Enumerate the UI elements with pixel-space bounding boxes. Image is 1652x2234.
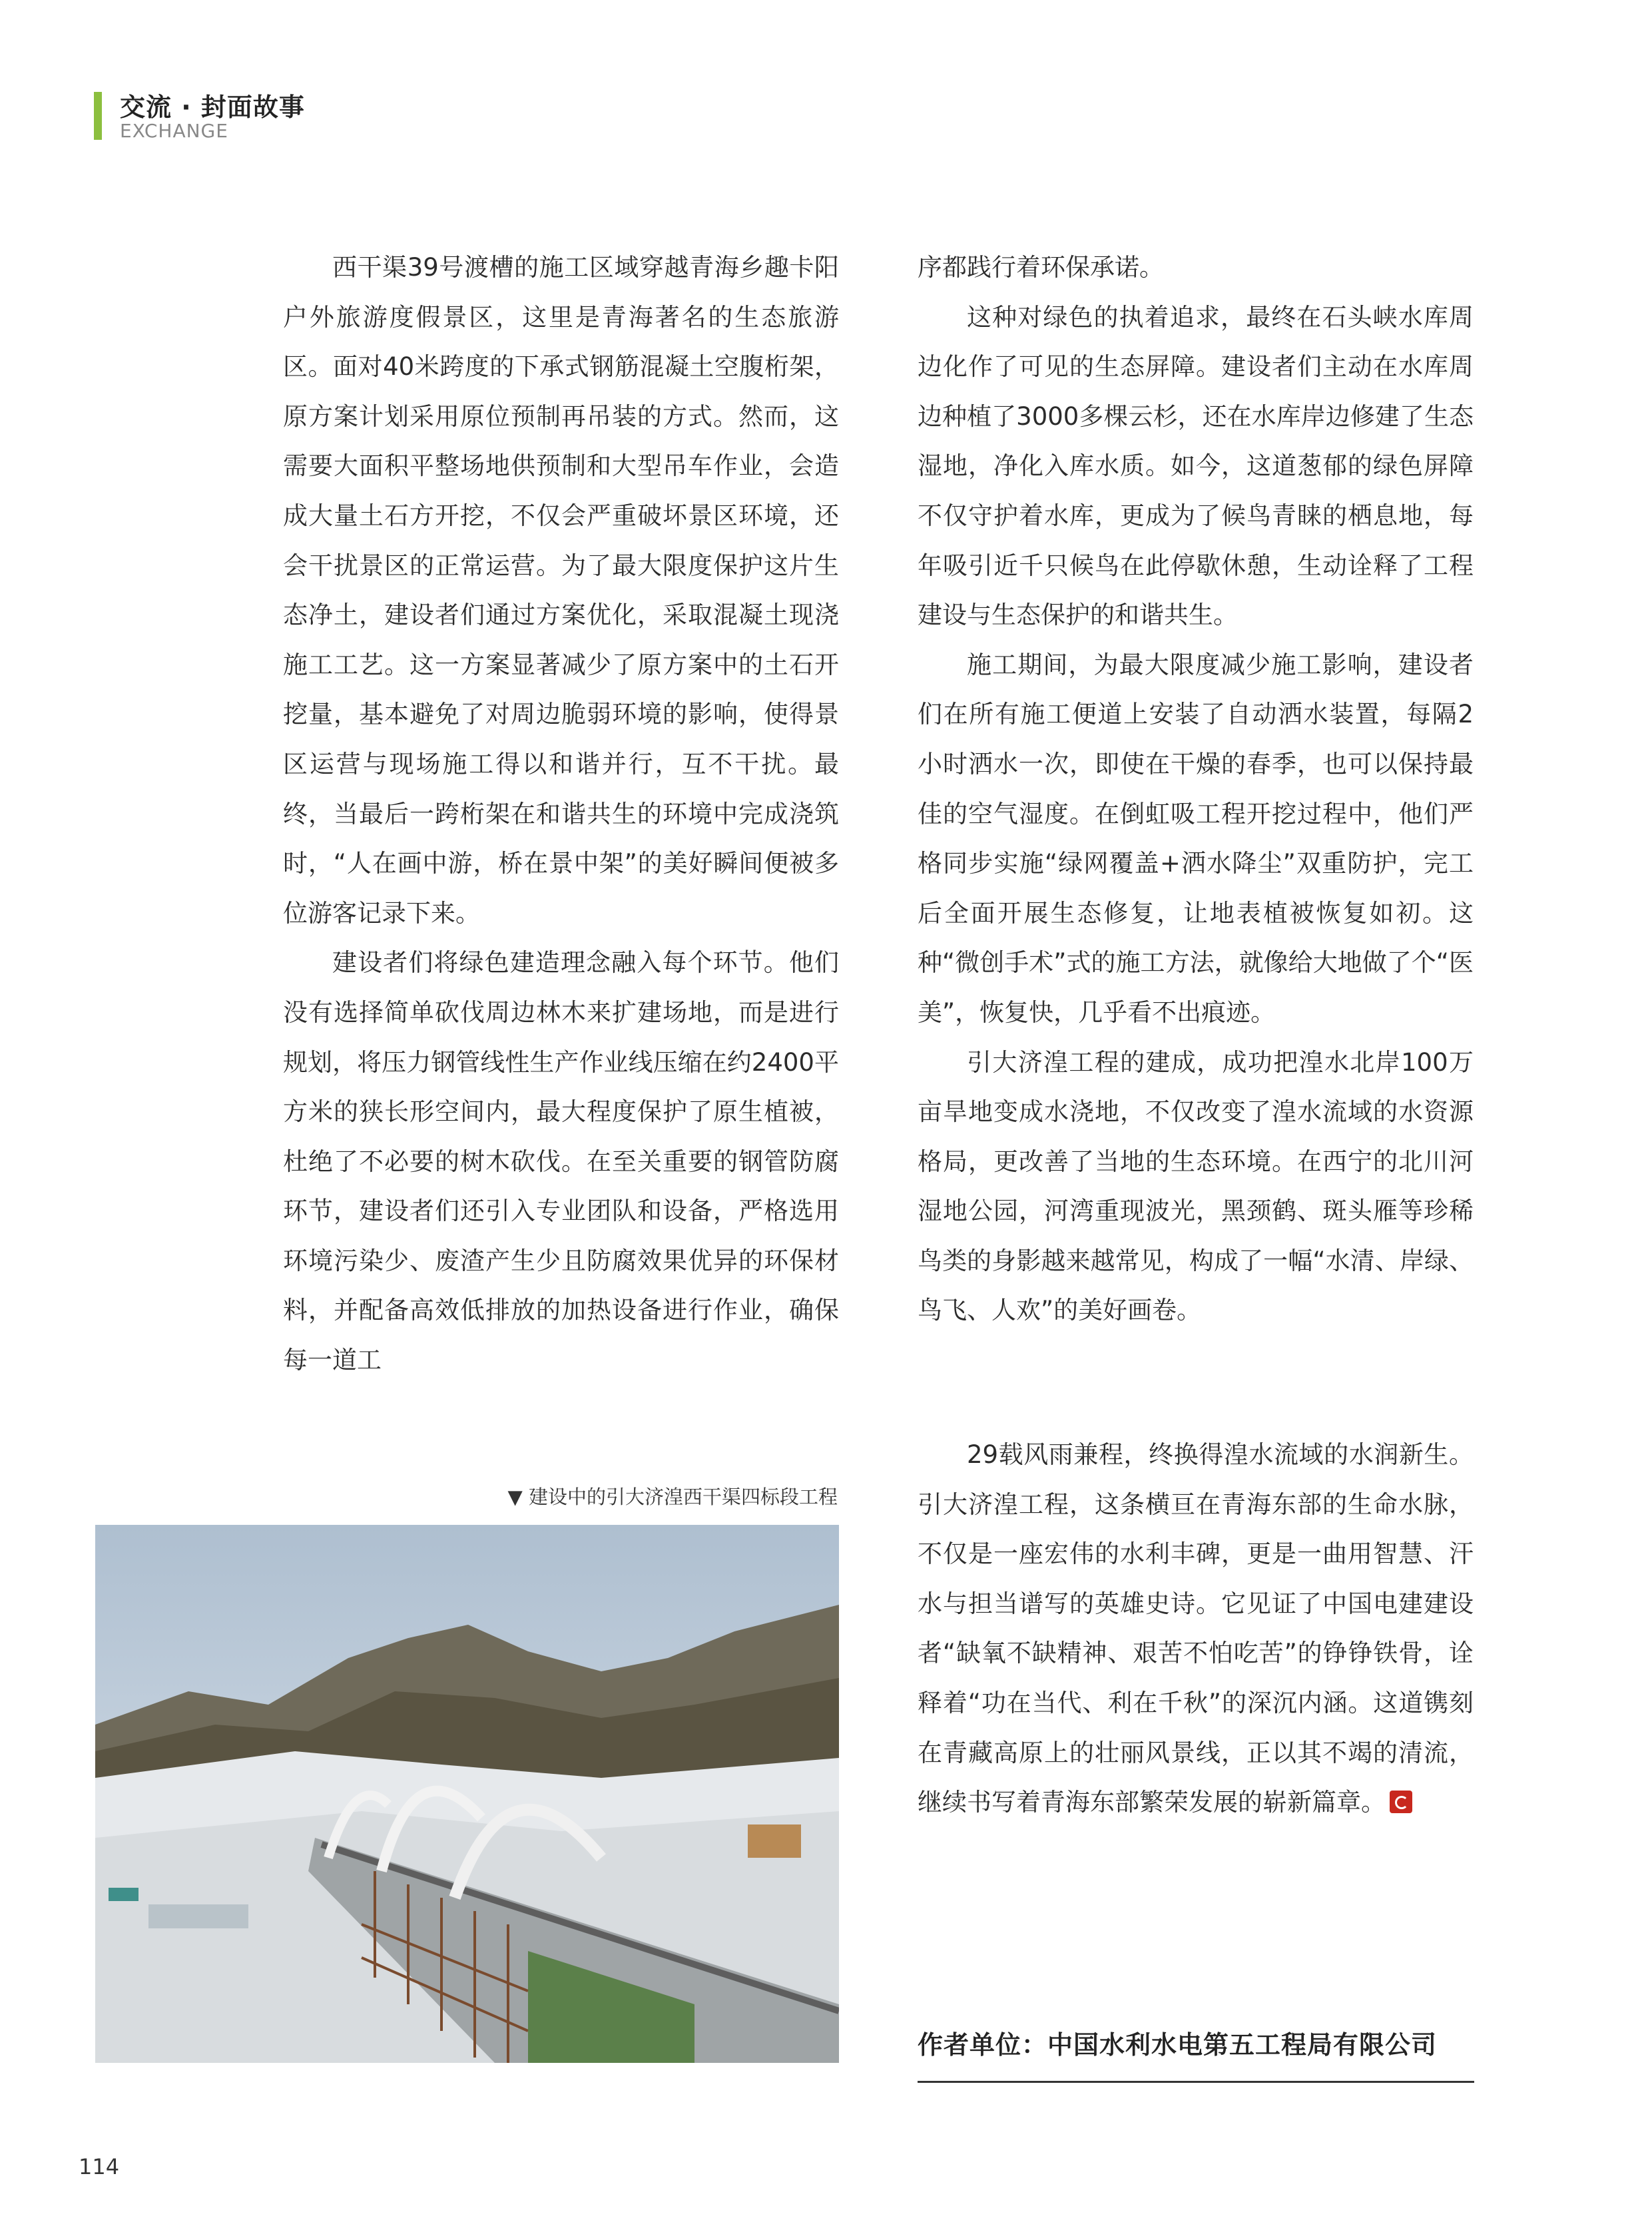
end-mark-icon: [1390, 1791, 1412, 1813]
author-affiliation: 作者单位：中国水利水电第五工程局有限公司: [918, 2030, 1438, 2060]
left-column: [283, 243, 839, 1386]
closing-section: [918, 1430, 1474, 1828]
paragraph: 建设者们将绿色建造理念融入每个环节。他们没有选择简单砍伐周边林木来扩建场地，而是进行规划，将压力钢管线性生产作业线压缩在约2400平方米的狭长形空间内，最大程度保护了原生植被，杜绝了不必要的树木砍伐。在至关重要的钢管防腐环节，建设者们还引入专业团队和设备，严格选用环境污染少、废渣产生少且防腐效果优异的环保材料，并配备高效低排放的加热设备进行作业，确保每一道工: [283, 948, 839, 1375]
page-number: 114: [79, 2154, 120, 2179]
aqueduct-photo-illustration: [95, 1525, 839, 2063]
paragraph: 西干渠39号渡槽的施工区域穿越青海乡趣卡阳户外旅游度假景区，这里是青海著名的生态旅游区。面对40米跨度的下承式钢筋混凝土空腹桁架，原方案计划采用原位预制再吊装的方式。然而，这需要大面积平整场地供预制和大型吊车作业，会造成大量土石方开挖，不仅会严重破坏景区环境，还会干扰景区的正常运营。为了最大限度保护这片生态净土，建设者们通过方案优化，采取混凝土现浇施工工艺。这一方案显著减少了原方案中的土石开挖量，基本避免了对周边脆弱环境的影响，使得景区运营与现场施工得以和谐并行，互不干扰。最终，当最后一跨桁架在和谐共生的环境中完成浇筑时，“人在画中游，桥在景中架”的美好瞬间便被多位游客记录下来。: [283, 253, 839, 928]
section-title: 交流 · 封面故事: [120, 93, 305, 122]
figure-caption: ▼ 建设中的引大济湟西干渠四标段工程: [507, 1486, 838, 1508]
paragraph: 这种对绿色的执着追求，最终在石头峡水库周边化作了可见的生态屏障。建设者们主动在水库周边种植了3000多棵云杉，还在水库岸边修建了生态湿地，净化入库水质。如今，这道葱郁的绿色屏障不仅守护着水库，更成为了候鸟青睐的栖息地，每年吸引近千只候鸟在此停歇休憩，生动诠释了工程建设与生态保护的和谐共生。: [918, 302, 1474, 630]
paragraph: 引大济湟工程的建成，成功把湟水北岸100万亩旱地变成水浇地，不仅改变了湟水流域的水资源格局，更改善了当地的生态环境。在西宁的北川河湿地公园，河湾重现波光，黑颈鹤、斑头雁等珍稀鸟类的身影越来越常见，构成了一幅“水清、岸绿、鸟飞、人欢”的美好画卷。: [918, 1047, 1474, 1325]
closing-paragraph: [918, 1430, 1474, 1828]
aqueduct-photo: [95, 1525, 839, 2063]
right-column: [918, 243, 1474, 1336]
paragraph-continuation: 序都践行着环保承诺。: [918, 253, 1164, 282]
section-subtitle: EXCHANGE: [120, 120, 228, 142]
closing-text: 29载风雨兼程，终换得湟水流域的水润新生。引大济湟工程，这条横亘在青海东部的生命水脉，不仅是一座宏伟的水利丰碑，更是一曲用智慧、汗水与担当谱写的英雄史诗。它见证了中国电建建设者“缺氧不缺精神、艰苦不怕吃苦”的铮铮铁骨，诠释着“功在当代、利在千秋”的深沉内涵。这道镌刻在青藏高原上的壮丽风景线，正以其不竭的清流，继续书写着青海东部繁荣发展的崭新篇章。: [918, 1440, 1474, 1817]
paragraph: 施工期间，为最大限度减少施工影响，建设者们在所有施工便道上安装了自动洒水装置，每隔2小时洒水一次，即使在干燥的春季，也可以保持最佳的空气湿度。在倒虹吸工程开挖过程中，他们严格同步实施“绿网覆盖+洒水降尘”双重防护，完工后全面开展生态修复，让地表植被恢复如初。这种“微创手术”式的施工方法，就像给大地做了个“医美”，恢复快，几乎看不出痕迹。: [918, 650, 1474, 1027]
header-accent-bar: [94, 92, 102, 140]
author-divider: [918, 2081, 1474, 2083]
